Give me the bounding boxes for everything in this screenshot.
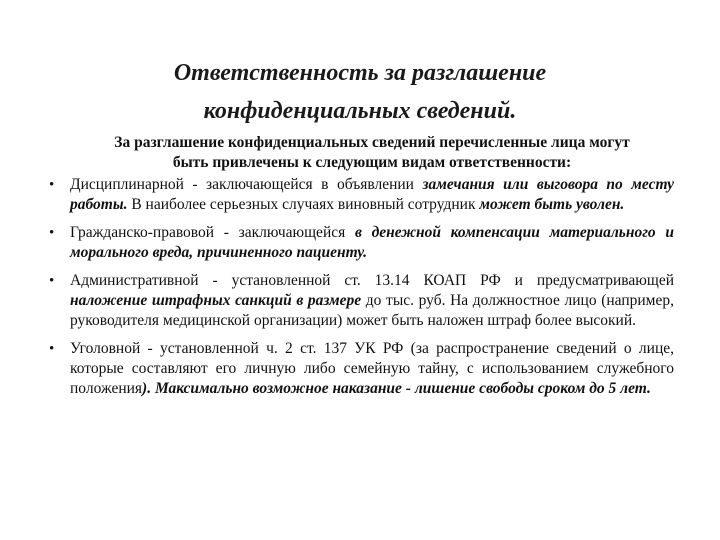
item-text: Гражданско-правовой - заключающейся <box>70 224 355 241</box>
list-item-disciplinary <box>48 175 674 215</box>
liability-list <box>48 175 674 399</box>
item-emphasis: в денежной компенсации материального и морального вреда, причиненного пациенту. <box>70 224 675 261</box>
slide-content <box>48 133 674 407</box>
item-text: Уголовной - установленной ч. 2 ст. 137 УК РФ (за распространение сведений о лице, которые составляют его личную либо семейную тайну, с использованием служебного положения <box>70 340 674 397</box>
title-line-1: Ответственность за разглашение <box>173 60 547 87</box>
item-text: до тыс. руб. На должностное лицо (например, руководителя медицинской организации) может быть наложен штраф более высокий. <box>70 292 674 329</box>
bullet-icon: • <box>49 225 55 241</box>
item-emphasis: может быть уволен. <box>479 196 625 213</box>
item-text: В наиболее серьезных случаях виновный сотрудник <box>127 196 480 213</box>
list-item-civil <box>48 223 674 263</box>
item-emphasis: ). Максимально возможное наказание - лишение свободы сроком до 5 лет. <box>142 380 651 397</box>
title-line-2: конфиденциальных сведений. <box>203 98 517 125</box>
list-item-criminal <box>48 339 674 399</box>
bullet-icon: • <box>49 177 55 193</box>
intro-line-2: быть привлечены к следующим видам ответственности: <box>172 154 572 171</box>
item-emphasis: замечания или выговора по месту работы. <box>70 176 674 213</box>
bullet-icon: • <box>49 341 55 357</box>
item-emphasis: наложение штрафных санкций в размере <box>70 292 362 309</box>
item-text: Административной - установленной ст. 13.14 КОАП РФ и предусматривающей <box>70 272 674 289</box>
intro-line-1: За разглашение конфиденциальных сведений перечисленные лица могут <box>114 134 630 151</box>
bullet-icon: • <box>49 273 55 289</box>
item-text: Дисциплинарной - заключающейся в объявлении <box>70 176 423 193</box>
page-title <box>80 54 640 130</box>
list-item-administrative <box>48 271 674 331</box>
intro-text <box>48 133 674 173</box>
